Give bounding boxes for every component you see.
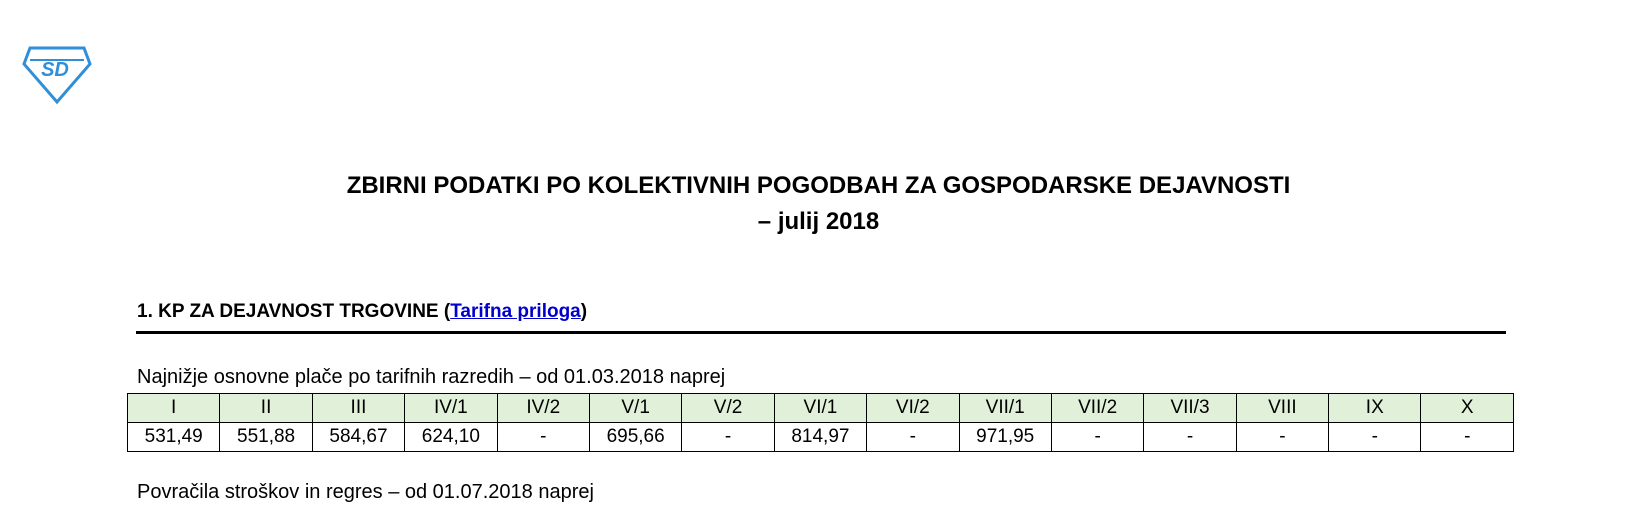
sd-logo-icon <box>22 46 92 104</box>
svg-text:SD: SD <box>41 59 69 81</box>
document-title-line-2: – julij 2018 <box>757 208 880 235</box>
wage-cell: 531,49 <box>128 423 220 452</box>
wages-table-row <box>128 423 1514 452</box>
wage-cell: - <box>1421 423 1514 452</box>
wage-cell: 584,67 <box>312 423 404 452</box>
wage-cell: - <box>1329 423 1421 452</box>
wage-cell: - <box>1144 423 1236 452</box>
wage-cell: 695,66 <box>589 423 681 452</box>
grade-header: VII/3 <box>1144 394 1236 423</box>
wages-table-header-row <box>128 394 1514 423</box>
grade-header: III <box>312 394 404 423</box>
wages-table-caption: Najnižje osnovne plače po tarifnih razredih – od 01.03.2018 naprej <box>137 366 726 388</box>
costs-caption: Povračila stroškov in regres – od 01.07.2018 naprej <box>137 481 594 503</box>
grade-header: VII/1 <box>959 394 1051 423</box>
wage-cell: 551,88 <box>220 423 312 452</box>
tarifna-priloga-link[interactable]: Tarifna priloga <box>450 301 581 322</box>
section-heading-suffix: ) <box>580 301 588 322</box>
grade-header: II <box>220 394 312 423</box>
grade-header: VI/1 <box>774 394 866 423</box>
wage-cell: 971,95 <box>959 423 1051 452</box>
grade-header: I <box>128 394 220 423</box>
wage-cell: 814,97 <box>774 423 866 452</box>
grade-header: IV/1 <box>405 394 497 423</box>
wages-table <box>127 393 1514 452</box>
grade-header: IX <box>1329 394 1421 423</box>
grade-header: VI/2 <box>867 394 959 423</box>
grade-header: V/2 <box>682 394 774 423</box>
grade-header: VIII <box>1236 394 1328 423</box>
wage-cell: - <box>1236 423 1328 452</box>
wage-cell: - <box>682 423 774 452</box>
grade-header: IV/2 <box>497 394 589 423</box>
grade-header: VII/2 <box>1051 394 1143 423</box>
section-heading-text: 1. KP ZA DEJAVNOST TRGOVINE ( <box>137 301 451 322</box>
document-title-line-1: ZBIRNI PODATKI PO KOLEKTIVNIH POGODBAH ZA GOSPODARSKE DEJAVNOSTI <box>346 172 1291 199</box>
grade-header: V/1 <box>589 394 681 423</box>
section-divider <box>136 331 1506 334</box>
wage-cell: - <box>497 423 589 452</box>
wage-cell: 624,10 <box>405 423 497 452</box>
wage-cell: - <box>867 423 959 452</box>
wage-cell: - <box>1051 423 1143 452</box>
grade-header: X <box>1421 394 1514 423</box>
section-heading-trgovina <box>137 299 587 325</box>
